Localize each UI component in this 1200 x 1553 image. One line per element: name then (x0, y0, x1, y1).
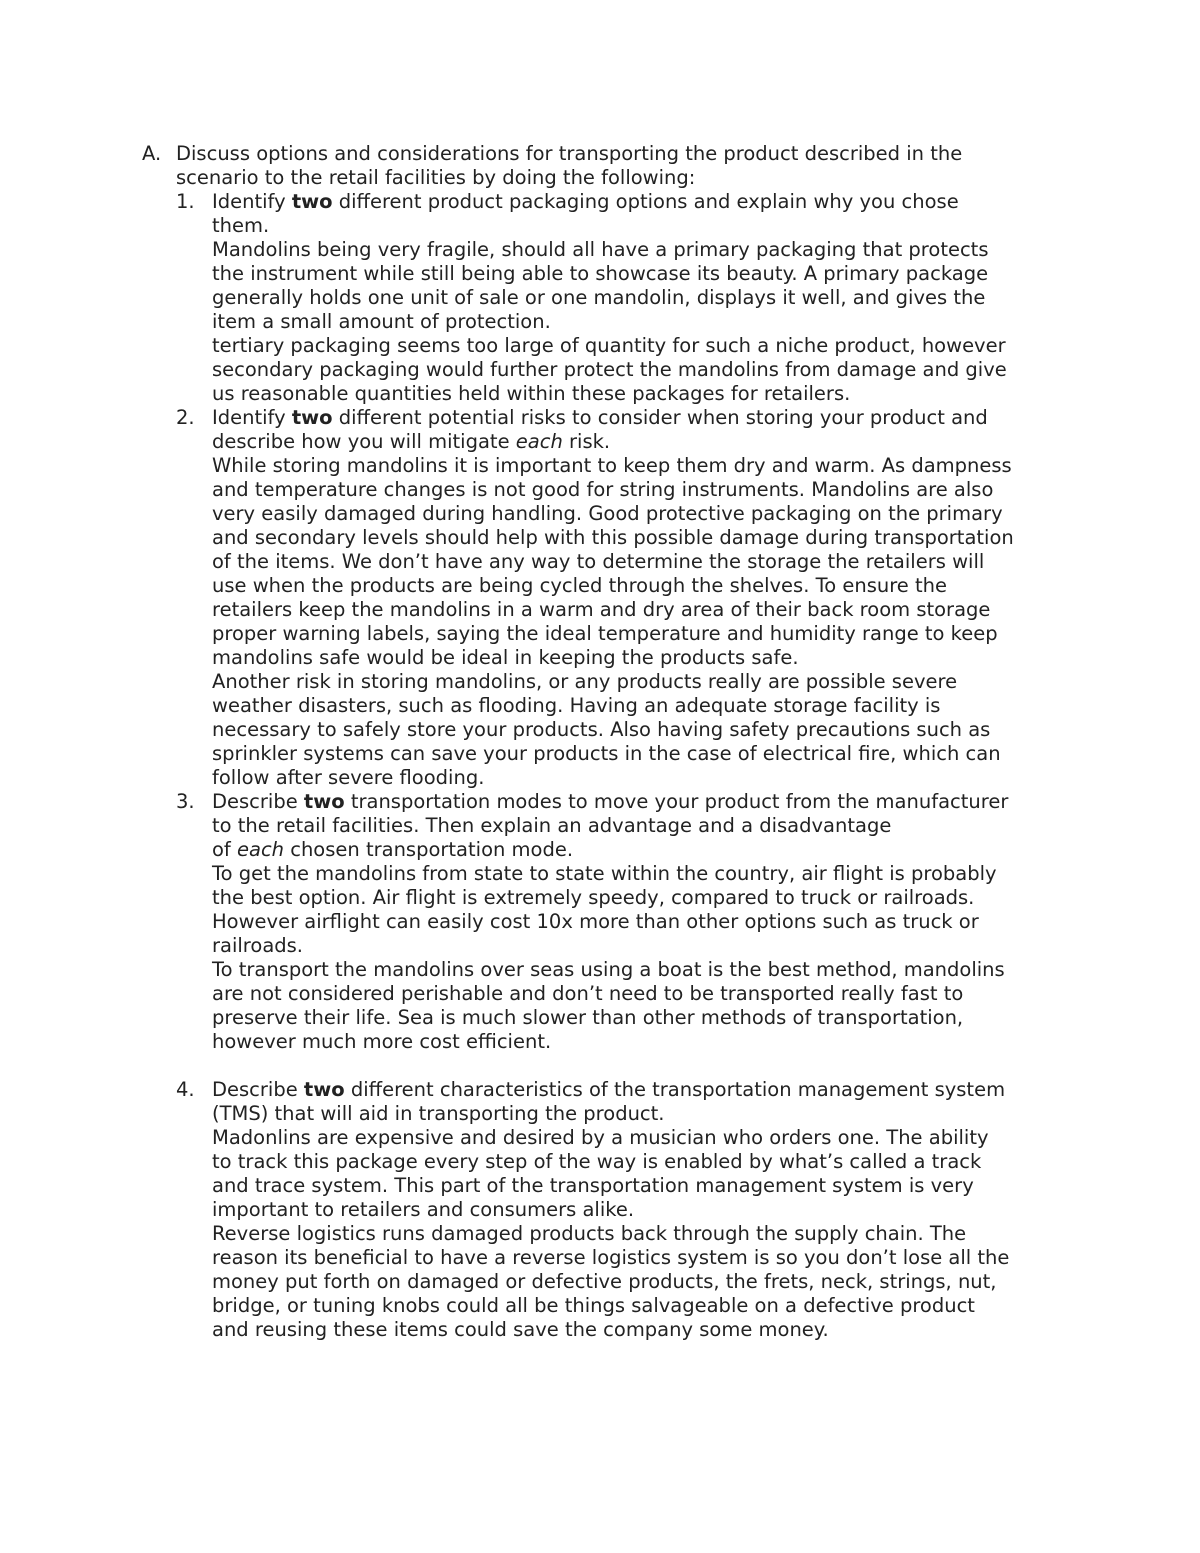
question-number: 2. (176, 406, 195, 429)
answer-line: reason its beneficial to have a reverse logistics system is so you don’t lose all the (212, 1246, 1010, 1269)
answer-line: Another risk in storing mandolins, or any products really are possible severe (212, 670, 958, 693)
answer-paragraph (212, 238, 1072, 334)
answer-line: generally holds one unit of sale or one mandolin, displays it well, and gives the (212, 286, 986, 309)
answer-line: however much more cost efficient. (212, 1030, 552, 1053)
answer-line: the instrument while still being able to showcase its beauty. A primary package (212, 262, 989, 285)
answer-line: use when the products are being cycled through the shelves. To ensure the (212, 574, 948, 597)
emphasis-text: two (303, 1078, 345, 1101)
emphasis-text: each (515, 430, 563, 453)
answer-line: item a small amount of protection. (212, 310, 551, 333)
answer-paragraph (212, 334, 1072, 406)
question-item-3 (176, 790, 1072, 1054)
answer-line: very easily damaged during handling. Good protective packaging on the primary (212, 502, 1003, 525)
emphasis-text: two (291, 406, 333, 429)
answer-line: To transport the mandolins over seas using a boat is the best method, mandolins (212, 958, 1005, 981)
answer-line: However airflight can easily cost 10x more than other options such as truck or (212, 910, 979, 933)
answer-paragraph (212, 862, 1072, 958)
answer-line: Madonlins are expensive and desired by a musician who orders one. The ability (212, 1126, 989, 1149)
question-prompt-line: them. (212, 214, 270, 237)
answer-line: and trace system. This part of the transportation management system is very (212, 1174, 974, 1197)
answer-line: follow after severe flooding. (212, 766, 485, 789)
answer-line: Mandolins being very fragile, should all have a primary packaging that protects (212, 238, 989, 261)
answer-line: money put forth on damaged or defective products, the frets, neck, strings, nut, (212, 1270, 997, 1293)
section-a (142, 142, 1072, 1342)
answer-line: necessary to safely store your products. Also having safety precautions such as (212, 718, 991, 741)
answer-line: to track this package every step of the way is enabled by what’s called a track (212, 1150, 982, 1173)
answer-line: railroads. (212, 934, 304, 957)
section-a-line: Discuss options and considerations for transporting the product described in the (176, 142, 963, 165)
question-number: 1. (176, 190, 195, 213)
question-prompt-line: Describe two different characteristics of the transportation management system (212, 1078, 1006, 1101)
answer-line: sprinkler systems can save your products in the case of electrical fire, which can (212, 742, 1001, 765)
answer-paragraph (212, 1126, 1072, 1222)
answer-line: and reusing these items could save the company some money. (212, 1318, 829, 1341)
answer-line: and temperature changes is not good for string instruments. Mandolins are also (212, 478, 994, 501)
question-prompt-line: describe how you will mitigate each risk. (212, 430, 611, 453)
answer-line: preserve their life. Sea is much slower than other methods of transportation, (212, 1006, 964, 1029)
answer-line: and secondary levels should help with this possible damage during transportation (212, 526, 1014, 549)
answer-paragraph (212, 1222, 1072, 1342)
answer-line: mandolins safe would be ideal in keeping the products safe. (212, 646, 799, 669)
answer-line: are not considered perishable and don’t need to be transported really fast to (212, 982, 964, 1005)
question-prompt-line: Describe two transportation modes to move your product from the manufacturer (212, 790, 1009, 813)
question-list (142, 190, 1072, 1342)
question-prompt-line: (TMS) that will aid in transporting the product. (212, 1102, 665, 1125)
answer-line: us reasonable quantities held within these packages for retailers. (212, 382, 851, 405)
answer-line: tertiary packaging seems too large of quantity for such a niche product, however (212, 334, 1006, 357)
answer-line: proper warning labels, saying the ideal temperature and humidity range to keep (212, 622, 998, 645)
answer-line: retailers keep the mandolins in a warm and dry area of their back room storage (212, 598, 991, 621)
question-prompt-line: Identify two different potential risks to consider when storing your product and (212, 406, 988, 429)
answer-line: To get the mandolins from state to state within the country, air flight is probably (212, 862, 997, 885)
emphasis-text: two (303, 790, 345, 813)
section-a-heading (176, 142, 1072, 190)
answer-line: Reverse logistics runs damaged products back through the supply chain. The (212, 1222, 967, 1245)
question-number: 4. (176, 1078, 195, 1101)
emphasis-text: each (237, 838, 285, 861)
question-prompt-line: to the retail facilities. Then explain an advantage and a disadvantage (212, 814, 892, 837)
answer-line: weather disasters, such as flooding. Having an adequate storage facility is (212, 694, 941, 717)
answer-paragraph (212, 670, 1072, 790)
answer-line: bridge, or tuning knobs could all be things salvageable on a defective product (212, 1294, 975, 1317)
question-item-2 (176, 406, 1072, 790)
answer-line: While storing mandolins it is important to keep them dry and warm. As dampness (212, 454, 1012, 477)
question-item-1 (176, 190, 1072, 406)
question-prompt-line: of each chosen transportation mode. (212, 838, 574, 861)
emphasis-text: two (291, 190, 333, 213)
section-a-line: scenario to the retail facilities by doing the following: (176, 166, 696, 189)
answer-line: important to retailers and consumers alike. (212, 1198, 635, 1221)
section-a-marker: A. (142, 142, 162, 165)
answer-line: the best option. Air flight is extremely speedy, compared to truck or railroads. (212, 886, 975, 909)
question-number: 3. (176, 790, 195, 813)
question-item-4 (176, 1078, 1072, 1342)
question-prompt-line: Identify two different product packaging options and explain why you chose (212, 190, 959, 213)
answer-paragraph (212, 454, 1072, 670)
answer-paragraph (212, 958, 1072, 1054)
answer-line: secondary packaging would further protect the mandolins from damage and give (212, 358, 1007, 381)
blank-line (142, 1054, 1072, 1078)
answer-line: of the items. We don’t have any way to determine the storage the retailers will (212, 550, 985, 573)
